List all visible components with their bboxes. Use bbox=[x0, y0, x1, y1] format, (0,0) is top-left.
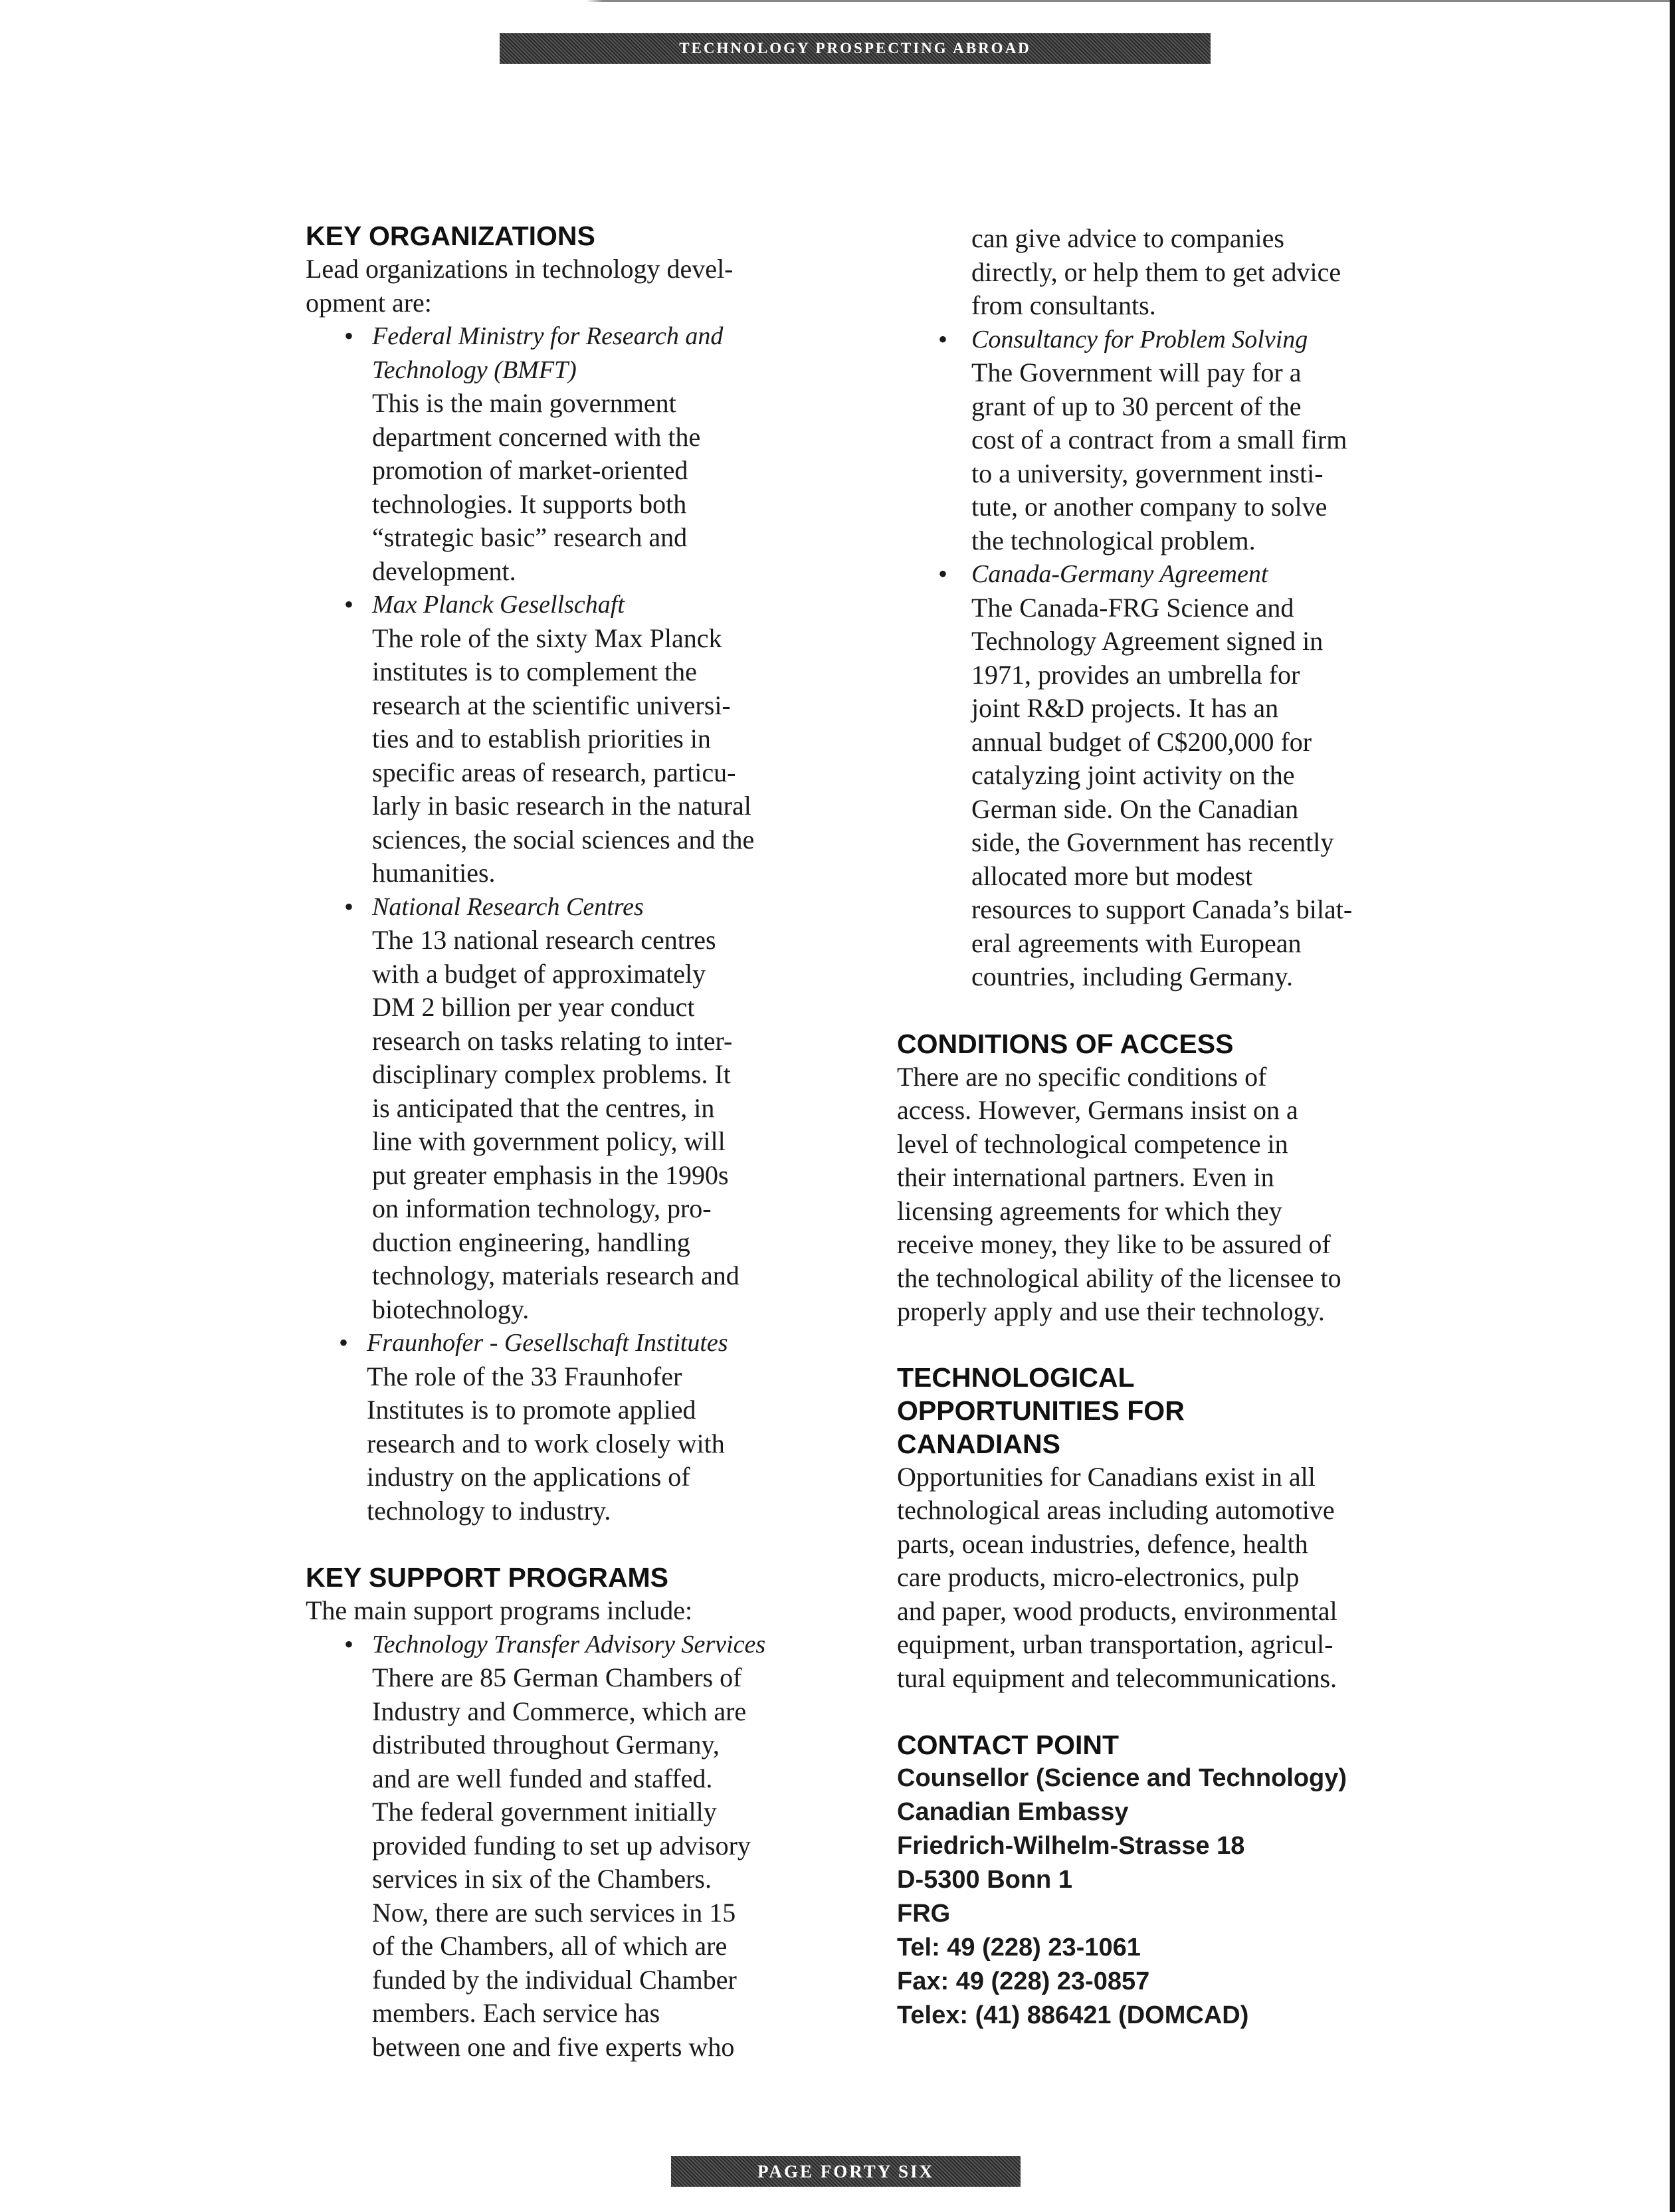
running-header-title: TECHNOLOGY PROSPECTING ABROAD bbox=[679, 40, 1031, 56]
item-title-technology-transfer: Technology Transfer Advisory Services bbox=[372, 1630, 766, 1659]
list-item bbox=[344, 1628, 811, 2064]
contact-point-heading: CONTACT POINT bbox=[897, 1730, 1120, 1760]
bullet-icon: • bbox=[344, 1629, 354, 1659]
key-organizations-heading: KEY ORGANIZATIONS bbox=[306, 221, 595, 251]
list-item bbox=[971, 222, 1429, 323]
technological-opportunities-heading: TECHNOLOGICAL OPPORTUNITIES FOR CANADIANS bbox=[897, 1361, 1185, 1459]
bullet-icon: • bbox=[344, 891, 354, 922]
item-title-max-planck: Max Planck Gesellschaft bbox=[372, 591, 625, 619]
technological-opportunities-body: Opportunities for Canadians exist in all technological areas including automotive parts, ocean industries, defence, health care products, micro-electronics, pulp and paper, wood products, environmental equipment, urban transportation, agricul- tural equipment and telecommunications. bbox=[897, 1461, 1337, 1693]
item-body-national-research-centres: The 13 national research centres with a budget of approximately DM 2 billion per year conduct research on tasks relating to inter- disciplinary complex problems. It is anticipated that the centres, in line with government policy, will put greater emphasis in the 1990s on information technology, pro- duction engineering, handling technology, materials research and biotechnology. bbox=[372, 925, 739, 1324]
page-right-edge bbox=[1670, 0, 1675, 2212]
right-column bbox=[897, 223, 1429, 2033]
list-item bbox=[344, 890, 811, 1327]
item-body-canada-germany: The Canada-FRG Science and Technology Agreement signed in 1971, provides an umbrella for joint R&D projects. It has an annual budget of C$200,000 for catalyzing joint activity on the German side. On the Canadian side, the Government has recently allocated more but modest resources to support Canada’s bilat- eral agreements with European countries, including Germany. bbox=[971, 592, 1353, 991]
item-body-bmft: This is the main government department concerned with the promotion of market-oriented technologies. It supports both “strategic basic” research and development. bbox=[372, 388, 701, 586]
bullet-icon: • bbox=[938, 559, 948, 589]
key-support-programs-list-left bbox=[344, 1628, 811, 2064]
bullet-icon: • bbox=[344, 589, 354, 619]
list-item bbox=[938, 323, 1429, 558]
item-body-fraunhofer: The role of the 33 Fraunhofer Institutes is to promote applied research and to work closely with industry on the applications of technology to industry. bbox=[367, 1361, 725, 1526]
item-body-technology-transfer-continued: can give advice to companies directly, or help them to get advice from consultants. bbox=[971, 223, 1341, 320]
key-support-programs-heading: KEY SUPPORT PROGRAMS bbox=[306, 1562, 668, 1593]
item-body-max-planck: The role of the sixty Max Planck institutes is to complement the research at the scientific universi- ties and to establish priorities in specific areas of research, particu- larly in basic research in the natural sciences, the social sciences and the humanities. bbox=[372, 623, 755, 888]
bullet-icon: • bbox=[938, 324, 948, 354]
item-body-consultancy: The Government will pay for a grant of up to 30 percent of the cost of a contract from a small firm to a university, government insti- tute, or another company to solve the technological problem. bbox=[971, 357, 1347, 555]
list-item bbox=[938, 557, 1429, 994]
item-title-national-research-centres: National Research Centres bbox=[372, 892, 644, 921]
list-item bbox=[339, 1326, 811, 1528]
key-organizations-lead: Lead organizations in technology devel- opment are: bbox=[306, 254, 734, 318]
conditions-of-access-heading: CONDITIONS OF ACCESS bbox=[897, 1028, 1234, 1059]
item-title-canada-germany: Canada-Germany Agreement bbox=[971, 560, 1268, 588]
item-title-bmft: Federal Ministry for Research and Technology (BMFT) bbox=[372, 322, 724, 384]
item-title-fraunhofer: Fraunhofer - Gesellschaft Institutes bbox=[367, 1329, 728, 1357]
list-item bbox=[344, 588, 811, 890]
item-body-technology-transfer: There are 85 German Chambers of Industry and Commerce, which are distributed throughout Germany, and are well funded and staffed. The federal government initially provided funding to set up advisory services in six of the Chambers. Now, there are such services in 15 of the Chambers, all of which are funded by the individual Chamber members. Each service has between one and five experts who bbox=[372, 1662, 751, 2062]
bullet-icon: • bbox=[339, 1328, 349, 1357]
running-header-bar bbox=[500, 33, 1211, 64]
left-column bbox=[306, 219, 811, 2064]
key-support-programs-lead: The main support programs include: bbox=[306, 1595, 693, 1625]
key-organizations-list bbox=[339, 320, 811, 1528]
page-top-edge bbox=[0, 0, 1675, 2]
key-support-programs-list-right bbox=[938, 222, 1429, 994]
page-number-label: PAGE FORTY SIX bbox=[757, 2161, 935, 2181]
item-title-consultancy: Consultancy for Problem Solving bbox=[971, 325, 1308, 353]
contact-point-address: Counsellor (Science and Technology) Canadian Embassy Friedrich-Wilhelm-Strasse 18 D-5300 Bonn 1 FRG Tel: 49 (228) 23-1061 Fax: 49 (228) 23-0857 Telex: (41) 886421 (DOMCAD) bbox=[897, 1764, 1347, 2029]
bullet-icon: • bbox=[344, 321, 354, 351]
list-item bbox=[344, 320, 811, 588]
page-number-bar bbox=[671, 2156, 1021, 2187]
conditions-of-access-body: There are no specific conditions of access. However, Germans insist on a level of technological competence in their international partners. Even in licensing agreements for which they receive money, they like to be assured of the technological ability of the licensee to properly apply and use their technology. bbox=[897, 1061, 1341, 1326]
